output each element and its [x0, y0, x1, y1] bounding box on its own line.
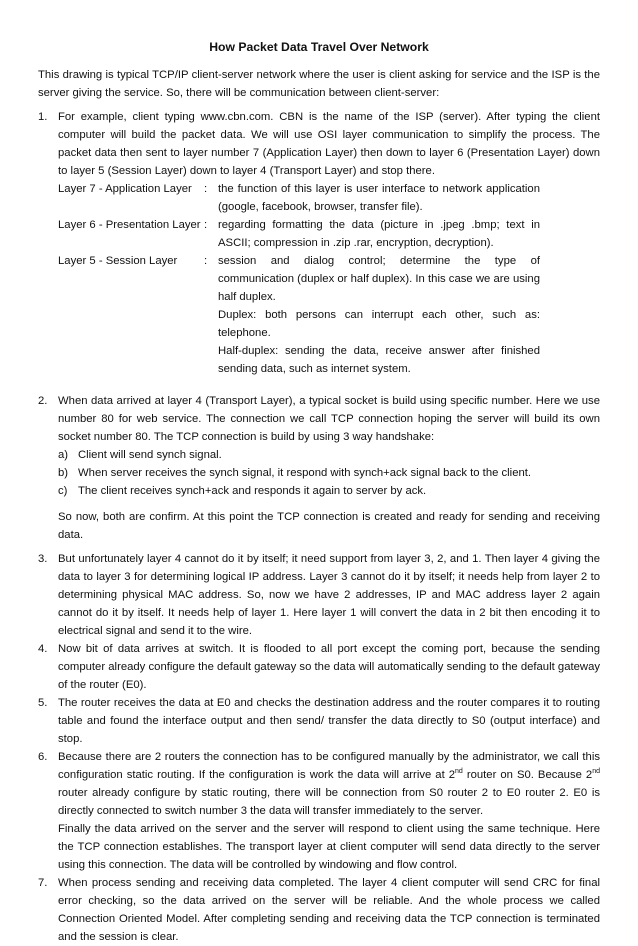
item-text-part: router already configure by static routing, there will be connection from S0 router 2 to E0 router 2. E0 is directly connected to switch number 3 the data will transfer immediately to the server.	[58, 787, 600, 817]
item-number: 1.	[38, 111, 48, 123]
list-item	[38, 748, 600, 874]
intro-paragraph: This drawing is typical TCP/IP client-server network where the user is client asking for service and the ISP is the server giving the service. So, there will be communication between client-server:	[38, 69, 600, 99]
item-number: 6.	[38, 751, 48, 763]
item-text: When data arrived at layer 4 (Transport Layer), a typical socket is build using specific number. Here we use number 80 for web service. The connection we call TCP connection hoping the server will build its own socket number 80. The TCP connection is build by using 3 way handshake:	[58, 395, 600, 443]
sub-item-text: When server receives the synch signal, it respond with synch+ack signal back to the client.	[78, 467, 532, 479]
list-item	[38, 874, 600, 946]
item-text-part: router on S0. Because 2	[462, 769, 593, 781]
item-text	[58, 748, 600, 820]
layer-desc: session and dialog control; determine the type of communication (duplex or half duplex). In this case we are using half duplex.	[218, 255, 540, 303]
layer-colon: :	[204, 183, 208, 195]
layer-colon: :	[204, 219, 208, 231]
layer-name: Layer 6 - Presentation Layer	[58, 219, 201, 231]
list-item	[38, 694, 600, 748]
sub-item	[58, 464, 600, 482]
item-text: The router receives the data at E0 and checks the destination address and the router compares it to routing table and found the interface output and then send/ transfer the data directly to S0 (output interface) and stop.	[58, 697, 600, 745]
item-number: 4.	[38, 643, 48, 655]
item-text: Now bit of data arrives at switch. It is flooded to all port except the coming port, because the sending computer already configure the default gateway so the data will automatically sending to the default gateway of the router (E0).	[58, 643, 600, 691]
layer-row	[58, 180, 600, 216]
ordinal-suffix: nd	[592, 768, 600, 776]
list-item	[38, 640, 600, 694]
item-text: For example, client typing www.cbn.com. CBN is the name of the ISP (server). After typing the client computer will build the packet data. We will use OSI layer communication to simplify the process. The packet data then sent to layer number 7 (Application Layer) then down to layer 6 (Presentation Layer) down to layer 5 (Session Layer) down to layer 4 (Transport Layer) and stop there.	[58, 111, 600, 177]
item-number: 3.	[38, 553, 48, 565]
layer-name: Layer 5 - Session Layer	[58, 255, 178, 267]
sub-item	[58, 446, 600, 464]
handshake-list	[58, 446, 600, 500]
item-number: 5.	[38, 697, 48, 709]
sub-item-label: b)	[58, 467, 69, 479]
steps-list	[38, 108, 600, 946]
layer-colon: :	[204, 255, 208, 267]
item-number: 2.	[38, 395, 48, 407]
sub-item-label: c)	[58, 485, 68, 497]
item-after-text: Finally the data arrived on the server and the server will respond to client using the same technique. Here the TCP connection establishes. The transport layer at client computer will send data directly to the server using this connection. The data will be controlled by windowing and flow control.	[58, 823, 600, 871]
ordinal-suffix: nd	[455, 768, 463, 776]
sub-item	[58, 482, 600, 500]
layer-row	[58, 216, 600, 252]
layer-name: Layer 7 - Application Layer	[58, 183, 192, 195]
item-text: When process sending and receiving data completed. The layer 4 client computer will send CRC for final error checking, so the data arrived on the server will be reliable. And the whole process we called Connection Oriented Model. After completing sending and receiving data the TCP connection is terminated and the session is clear.	[58, 877, 600, 943]
layer-desc: regarding formatting the data (picture in .jpeg .bmp; text in ASCII; compression in .zip .rar, encryption, decryption).	[218, 219, 540, 249]
layer-row	[58, 252, 600, 378]
item-after-text: So now, both are confirm. At this point the TCP connection is created and ready for sending and receiving data.	[58, 511, 600, 541]
layer-desc-duplex: Duplex: both persons can interrupt each other, such as: telephone.	[218, 309, 540, 339]
sub-item-text: The client receives synch+ack and responds it again to server by ack.	[78, 485, 427, 497]
sub-item-text: Client will send synch signal.	[78, 449, 222, 461]
item-number: 7.	[38, 877, 48, 889]
layer-desc-group	[218, 252, 540, 378]
item-text: But unfortunately layer 4 cannot do it by itself; it need support from layer 3, 2, and 1. Then layer 4 giving the data to layer 3 for determining logical IP address. Layer 3 cannot do it by itself; it needs help from layer 2 to determining physical MAC address. So, now we have 2 addresses, IP and MAC address layer 2 again cannot do it by itself. It needs help of layer 1. Here layer 1 will convert the data in 2 bit then encoding it to electrical signal and send it to the wire.	[58, 553, 600, 637]
item-text-part: Because there are 2 routers the connection has to be configured manually by the administrator, we call this configuration static routing. If the configuration is work the data will arrive at 2	[58, 751, 600, 781]
list-item	[38, 392, 600, 544]
layer-desc: the function of this layer is user interface to network application (google, facebook, browser, transfer file).	[218, 183, 540, 213]
layer-table	[58, 180, 600, 378]
page-title: How Packet Data Travel Over Network	[209, 40, 429, 54]
sub-item-label: a)	[58, 449, 69, 461]
layer-desc-half-duplex: Half-duplex: sending the data, receive answer after finished sending data, such as internet system.	[218, 345, 540, 375]
list-item	[38, 550, 600, 640]
list-item	[38, 108, 600, 378]
